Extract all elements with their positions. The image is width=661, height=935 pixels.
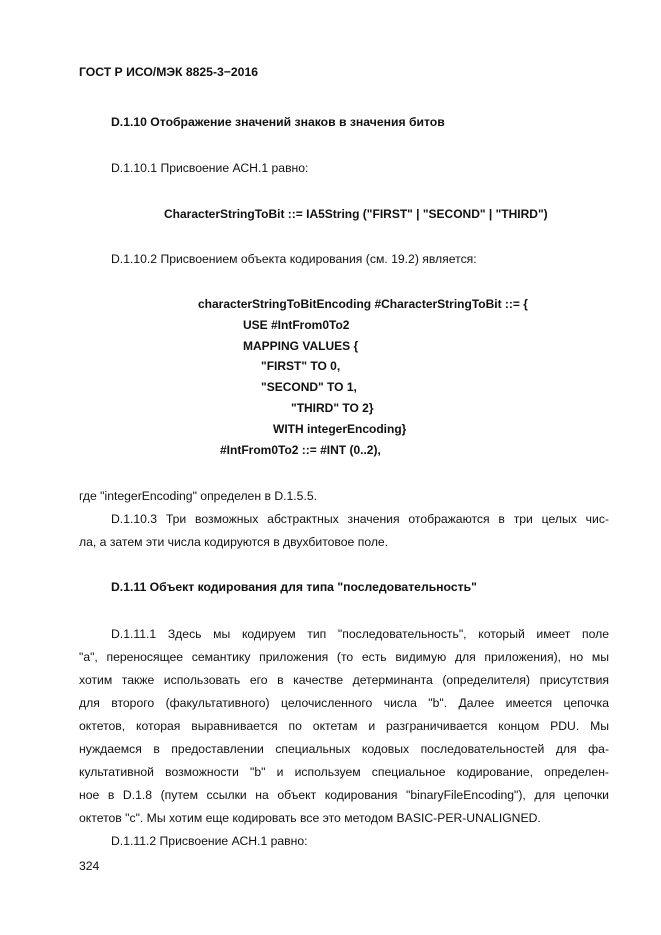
code-line: MAPPING VALUES { [243,339,359,353]
paragraph-line: ное в D.1.8 (путем ссылки на объект кодирования "binaryFileEncoding"), для цепочки [79,788,609,802]
paragraph-line: D.1.11.1 Здесь мы кодируем тип "последовательность", который имеет поле [111,627,609,641]
paragraph-line: для второго (факультативного) целочисленного числа "b". Далее имеется цепочка [79,696,609,710]
code-line: "THIRD" TO 2} [291,401,374,415]
paragraph-line: октетов "c". Мы хотим еще кодировать все это методом BASIC-PER-UNALIGNED. [79,811,541,825]
paragraph-d1-11-2: D.1.11.2 Присвоение АСН.1 равно: [111,834,308,848]
paragraph-d1-10-2: D.1.10.2 Присвоением объекта кодирования (см. 19.2) является: [111,252,477,266]
code-line: WITH integerEncoding} [273,422,407,436]
paragraph-d1-10-3-line: D.1.10.3 Три возможных абстрактных значения отображаются в три целых чис- [111,512,609,526]
paragraph-line: хотим также использовать его в качестве детерминанта (определителя) присутствия [79,673,609,687]
where-note: где "integerEncoding" определен в D.1.5.5. [79,489,317,503]
paragraph-d1-10-3-line: ла, а затем эти числа кодируются в двухбитовое поле. [79,535,389,549]
running-header: ГОСТ Р ИСО/МЭК 8825-3−2016 [79,65,259,79]
code-line: characterStringToBitEncoding #CharacterStringToBit ::= { [198,297,528,311]
paragraph-line: октетов, которая выравнивается по октетам и разграничивается концом PDU. Мы [79,719,609,733]
code-line: USE #IntFrom0To2 [243,318,350,332]
section-heading-d1-10: D.1.10 Отображение значений знаков в значения битов [111,115,445,129]
page-number: 324 [79,859,100,873]
paragraph-line: "a", переносящее семантику приложения (то есть видимую для приложения), но мы [79,650,609,664]
asn1-assignment: CharacterStringToBit ::= IA5String ("FIRST" | "SECOND" | "THIRD") [164,207,548,221]
section-heading-d1-11: D.1.11 Объект кодирования для типа "последовательность" [111,580,477,594]
paragraph-line: культативной возможности "b" и используем специальное кодирование, определен- [79,765,609,779]
code-line: #IntFrom0To2 ::= #INT (0..2), [220,443,381,457]
paragraph-d1-10-1: D.1.10.1 Присвоение АСН.1 равно: [111,161,309,175]
paragraph-line: нуждаемся в предоставлении специальных кодовых последовательностей для фа- [79,742,609,756]
code-line: "SECOND" TO 1, [261,380,357,394]
code-line: "FIRST" TO 0, [261,359,341,373]
